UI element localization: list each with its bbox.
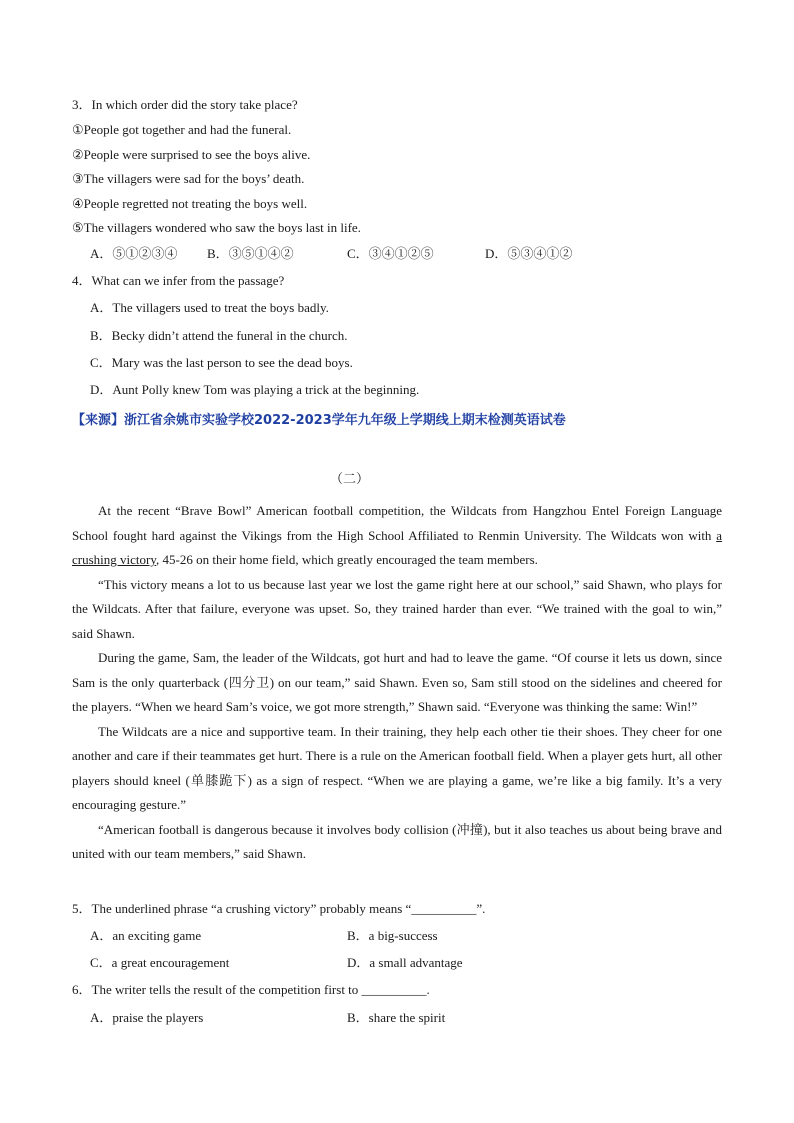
- source-note: 【来源】浙江省余姚市实验学校2022-2023学年九年级上学期线上期末检测英语试卷: [72, 413, 566, 428]
- paragraph-3: During the game, Sam, the leader of the Wildcats, got hurt and had to leave the game. “Of course it lets us down, since Sam is the only quarterback (四分卫) on our team,” said Shawn. Even so, Sam still stood on the sidelines and cheered for the players. “When we heard Sam’s voice, we got more strength,” Shawn said. “Everyone was thinking the same: Win!”: [72, 650, 722, 714]
- q3-item-5: ⑤The villagers wondered who saw the boys last in life.: [72, 220, 361, 235]
- q3-item-3: ③The villagers were sad for the boys’ death.: [72, 171, 305, 186]
- q4-option-b: B．Becky didn’t attend the funeral in the church.: [90, 328, 348, 343]
- q5-option-a: A．an exciting game: [90, 928, 202, 943]
- q6-option-a: A．praise the players: [90, 1010, 204, 1025]
- q3-option-c: C．③④①②⑤: [347, 246, 434, 261]
- q3-option-b: B．③⑤①④②: [207, 246, 294, 261]
- q6-option-b: B．share the spirit: [347, 1010, 446, 1025]
- q5-option-c: C．a great encouragement: [90, 955, 230, 970]
- q3-option-a: A．⑤①②③④: [90, 246, 178, 261]
- q5-option-d: D．a small advantage: [347, 955, 463, 970]
- q3-item-4: ④People regretted not treating the boys well.: [72, 196, 308, 211]
- q4-option-c: C．Mary was the last person to see the dead boys.: [90, 355, 353, 370]
- paragraph-5: “American football is dangerous because it involves body collision (冲撞), but it also teaches us about being brave and united with our team members,” said Shawn.: [72, 821, 722, 861]
- reading-passage: [72, 499, 722, 867]
- question-6-stem: 6．The writer tells the result of the competition first to __________.: [72, 982, 430, 997]
- paragraph-1-part-b: , 45-26 on their home field, which greatly encouraged the team members.: [156, 552, 538, 567]
- q3-option-d: D．⑤③④①②: [485, 246, 573, 261]
- q4-option-d: D．Aunt Polly knew Tom was playing a trick at the beginning.: [90, 382, 420, 397]
- q4-option-a: A．The villagers used to treat the boys badly.: [90, 300, 329, 315]
- q3-item-1: ①People got together and had the funeral.: [72, 122, 292, 137]
- paragraph-1-part-a: At the recent “Brave Bowl” American football competition, the Wildcats from Hangzhou Entel Foreign Language School fought hard against the Vikings from the High School Affiliated to Renmin University. The Wildcats won with: [72, 503, 722, 543]
- paragraph-2: “This victory means a lot to us because last year we lost the game right here at our school,” said Shawn, who plays for the Wildcats. After that failure, everyone was upset. So, they trained harder than ever. “We trained with the goal to win,” said Shawn.: [72, 576, 722, 641]
- question-3-stem: 3．In which order did the story take place?: [72, 97, 298, 112]
- paragraph-4: The Wildcats are a nice and supportive team. In their training, they help each other tie their shoes. They cheer for one another and care if their teammates get hurt. There is a rule on the American football field. When a player gets hurt, all other players should kneel (单膝跪下) as a sign of respect. “When we are playing a game, we’re like a big family. It’s a very encouraging gesture.”: [72, 723, 722, 812]
- question-4-stem: 4．What can we infer from the passage?: [72, 273, 285, 288]
- question-5-stem: 5．The underlined phrase “a crushing victory” probably means “__________”.: [72, 901, 486, 916]
- underlined-phrase: a crushing victory: [72, 527, 722, 567]
- section-title: （二）: [330, 472, 370, 487]
- q5-option-b: B．a big-success: [347, 928, 438, 943]
- q3-item-2: ②People were surprised to see the boys alive.: [72, 147, 311, 162]
- paragraph-1: [72, 499, 722, 573]
